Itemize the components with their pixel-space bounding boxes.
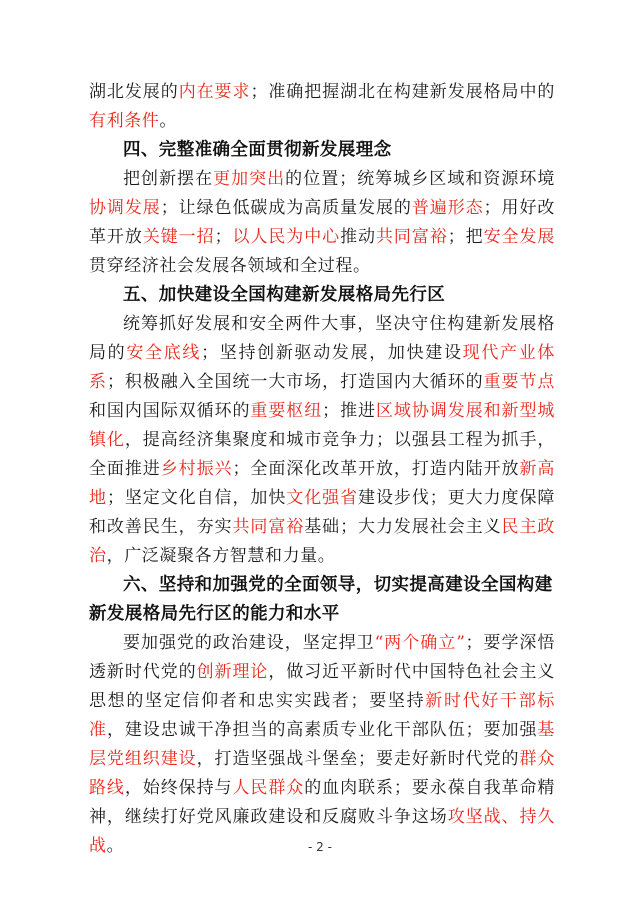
text-run: 。: [106, 836, 125, 856]
text-run: ，建设忠诚干净担当的高素质专业化干部队伍；要加强: [106, 720, 538, 740]
highlighted-phrase: 关键一招: [142, 227, 215, 247]
highlighted-phrase: 乡村振兴: [160, 459, 233, 479]
highlighted-phrase: 群众路线: [89, 749, 556, 798]
highlighted-phrase: 更加突出: [213, 169, 286, 189]
highlighted-phrase: 创新理论: [196, 662, 269, 682]
paragraph-section-4: [89, 165, 555, 281]
highlighted-phrase: 普遍形态: [411, 198, 484, 218]
text-run: 的位置；统筹城乡区域和资源环境: [285, 169, 556, 189]
text-run: ；全面深化改革开放，打造内陆开放: [232, 459, 520, 479]
text-run: ，广泛凝聚各方智慧和力量。: [106, 546, 336, 566]
text-run: ；把: [447, 227, 484, 247]
paragraph-section-6: [89, 629, 555, 861]
text-run: 要加强党的政治建设，坚定捍卫: [123, 633, 375, 653]
section-heading-4: 四、完整准确全面贯彻新发展理念: [123, 140, 392, 160]
highlighted-phrase: 以人民为中心: [232, 227, 341, 247]
page-number: - 2 -: [308, 840, 332, 854]
text-run: ；要学深悟透新时代党的: [89, 633, 555, 682]
text-run: ，提高经济集聚度和城市竞争力；以强县工程为抓手，全面推进: [89, 430, 555, 479]
text-run: 和国内国际双循环的: [89, 401, 251, 421]
text-run: 把创新摆在: [123, 169, 214, 189]
highlighted-phrase: 有利条件: [89, 111, 160, 131]
highlighted-phrase: 重要节点: [483, 372, 555, 392]
text-run: 统筹抓好发展和安全两件大事，坚决守住构建新发展格局的: [89, 314, 555, 363]
paragraph-section-5: [89, 310, 555, 571]
highlighted-phrase: 内在要求: [178, 82, 251, 102]
text-run: ；用好改革开放: [89, 198, 555, 247]
text-run: 推动: [340, 227, 376, 247]
highlighted-phrase: 协调发展: [89, 198, 161, 218]
highlighted-phrase: 安全发展: [483, 227, 556, 247]
highlighted-phrase: 重要枢纽: [250, 401, 323, 421]
highlighted-phrase: 现代产业体系: [89, 343, 556, 392]
text-run: 建设步伐；更大力度保障和改善民生，夯实: [89, 488, 555, 537]
highlighted-phrase: 共同富裕: [232, 517, 305, 537]
text-run: ；积极融入全国统一大市场，打造国内大循环的: [106, 372, 484, 392]
text-run: ，始终保持与: [124, 778, 233, 798]
section-heading-6: 六、坚持和加强党的全面领导，切实提高建设全国构建新发展格局先行区的能力和水平: [89, 575, 553, 624]
text-run: ；推进: [322, 401, 376, 421]
highlighted-phrase: 新高地: [89, 459, 556, 508]
text-run: ，做习近平新时代中国特色社会主义思想的坚定信仰者和忠实实践者；要坚持: [89, 662, 555, 711]
text-run: ；坚持创新驱动发展，加快建设: [201, 343, 463, 363]
highlighted-phrase: 新时代好干部标准: [89, 691, 555, 740]
highlighted-phrase: 区域协调发展和新型城镇化: [89, 401, 555, 450]
highlighted-phrase: 文化强省: [286, 488, 359, 508]
highlighted-phrase: 共同富裕: [375, 227, 448, 247]
text-run: 湖北发展的: [89, 82, 179, 102]
highlighted-phrase: 人民群众: [232, 778, 305, 798]
section-heading-5: 五、加快建设全国构建新发展格局先行区: [123, 285, 446, 305]
text-run: ；坚定文化自信，加快: [106, 488, 287, 508]
text-run: 的血肉联系；要永葆自我革命精神，继续打好党风廉政建设和反腐败斗争这场: [89, 778, 556, 827]
highlighted-phrase: “两个确立”: [374, 633, 466, 653]
text-run: 贯穿经济社会发展各领域和全过程。: [89, 256, 371, 276]
paragraph-continued: [89, 78, 555, 136]
highlighted-phrase: 基层党组织建设: [89, 720, 555, 769]
document-body: [89, 78, 555, 861]
text-run: 。: [159, 111, 178, 131]
text-run: 基础；大力发展社会主义: [304, 517, 502, 537]
text-run: ，打造坚强战斗堡垒；要走好新时代党的: [196, 749, 520, 769]
text-run: ；: [214, 227, 233, 247]
text-run: ；让绿色低碳成为高质量发展的: [160, 198, 412, 218]
text-run: ；准确把握湖北在构建新发展格局中的: [250, 82, 556, 102]
highlighted-phrase: 攻坚战、持久战: [89, 807, 555, 856]
highlighted-phrase: 民主政治: [89, 517, 555, 566]
highlighted-phrase: 安全底线: [126, 343, 202, 363]
